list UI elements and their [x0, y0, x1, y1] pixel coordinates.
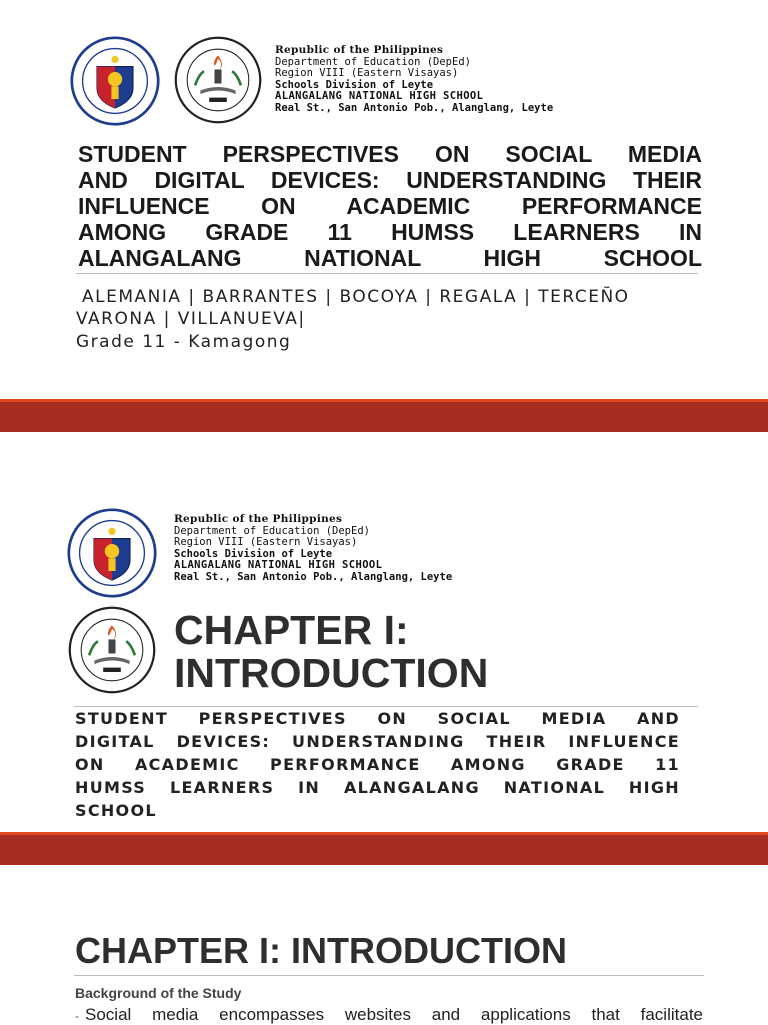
- header-line-republic: Republic of the Philippines: [275, 44, 444, 56]
- bullet-dash: -: [75, 1009, 79, 1023]
- header-line-region: Region VIII (Eastern Visayas): [275, 67, 459, 80]
- deped-seal-logo: [70, 36, 160, 126]
- header-line-division: Schools Division of Leyte: [275, 78, 434, 91]
- slide1-title-line: ALANGALANG NATIONAL HIGH SCHOOL: [78, 245, 702, 271]
- header-line-deped: Department of Education (DepEd): [275, 55, 471, 68]
- slide1-title-line: STUDENT PERSPECTIVES ON SOCIAL MEDIA: [78, 141, 702, 167]
- header-line-address: Real St., San Antonio Pob., Alanglang, Leyte: [174, 570, 453, 583]
- slide2-title-line: SCHOOL: [75, 801, 157, 820]
- slide1-title: [78, 141, 702, 271]
- school-seal-logo: [174, 36, 262, 124]
- background-paragraph: [75, 1005, 703, 1025]
- slide3-chapter-heading: CHAPTER I: INTRODUCTION: [75, 930, 567, 971]
- chapter-heading: [174, 609, 488, 695]
- paragraph-text: Social media encompasses websites and applications that facilitate: [85, 1005, 703, 1024]
- header-line-address: Real St., San Antonio Pob., Alanglang, Leyte: [275, 101, 554, 114]
- authors-line: VARONA | VILLANUEVA|: [76, 309, 306, 329]
- header-line-deped: Department of Education (DepEd): [174, 524, 370, 537]
- slide3-divider: [74, 975, 704, 976]
- header-line-school: ALANGALANG NATIONAL HIGH SCHOOL: [174, 559, 383, 572]
- school-header: [275, 45, 553, 115]
- slide-separator-band: [0, 832, 768, 865]
- deped-seal-logo: [67, 508, 157, 598]
- header-line-republic: Republic of the Philippines: [174, 513, 343, 525]
- slide1-title-line: AMONG GRADE 11 HUMSS LEARNERS IN: [78, 219, 702, 245]
- slide2-title: [75, 707, 680, 822]
- grade-section: Grade 11 - Kamagong: [76, 332, 292, 352]
- slide1-authors: [76, 286, 630, 353]
- background-of-study-heading: Background of the Study: [75, 985, 242, 1001]
- header-line-region: Region VIII (Eastern Visayas): [174, 536, 358, 549]
- authors-line: ALEMANIA | BARRANTES | BOCOYA | REGALA | TERCEÑO: [82, 287, 630, 307]
- slide2-title-line: STUDENT PERSPECTIVES ON SOCIAL MEDIA AND: [75, 709, 680, 728]
- slide1-title-divider: [76, 273, 698, 274]
- chapter-heading-line1: CHAPTER I:: [174, 607, 409, 653]
- header-line-school: ALANGALANG NATIONAL HIGH SCHOOL: [275, 90, 484, 103]
- slide1-title-line: INFLUENCE ON ACADEMIC PERFORMANCE: [78, 193, 702, 219]
- slide1-title-line: AND DIGITAL DEVICES: UNDERSTANDING THEIR: [78, 167, 702, 193]
- slide-separator-band: [0, 399, 768, 432]
- slide2-title-line: ON ACADEMIC PERFORMANCE AMONG GRADE 11: [75, 755, 680, 774]
- school-header: [174, 514, 452, 584]
- slide2-title-line: HUMSS LEARNERS IN ALANGALANG NATIONAL HIGH: [75, 778, 680, 797]
- slide2-title-line: DIGITAL DEVICES: UNDERSTANDING THEIR INFLUENCE: [75, 732, 680, 751]
- school-seal-logo: [67, 606, 157, 694]
- header-line-division: Schools Division of Leyte: [174, 547, 333, 560]
- chapter-heading-line2: INTRODUCTION: [174, 650, 489, 696]
